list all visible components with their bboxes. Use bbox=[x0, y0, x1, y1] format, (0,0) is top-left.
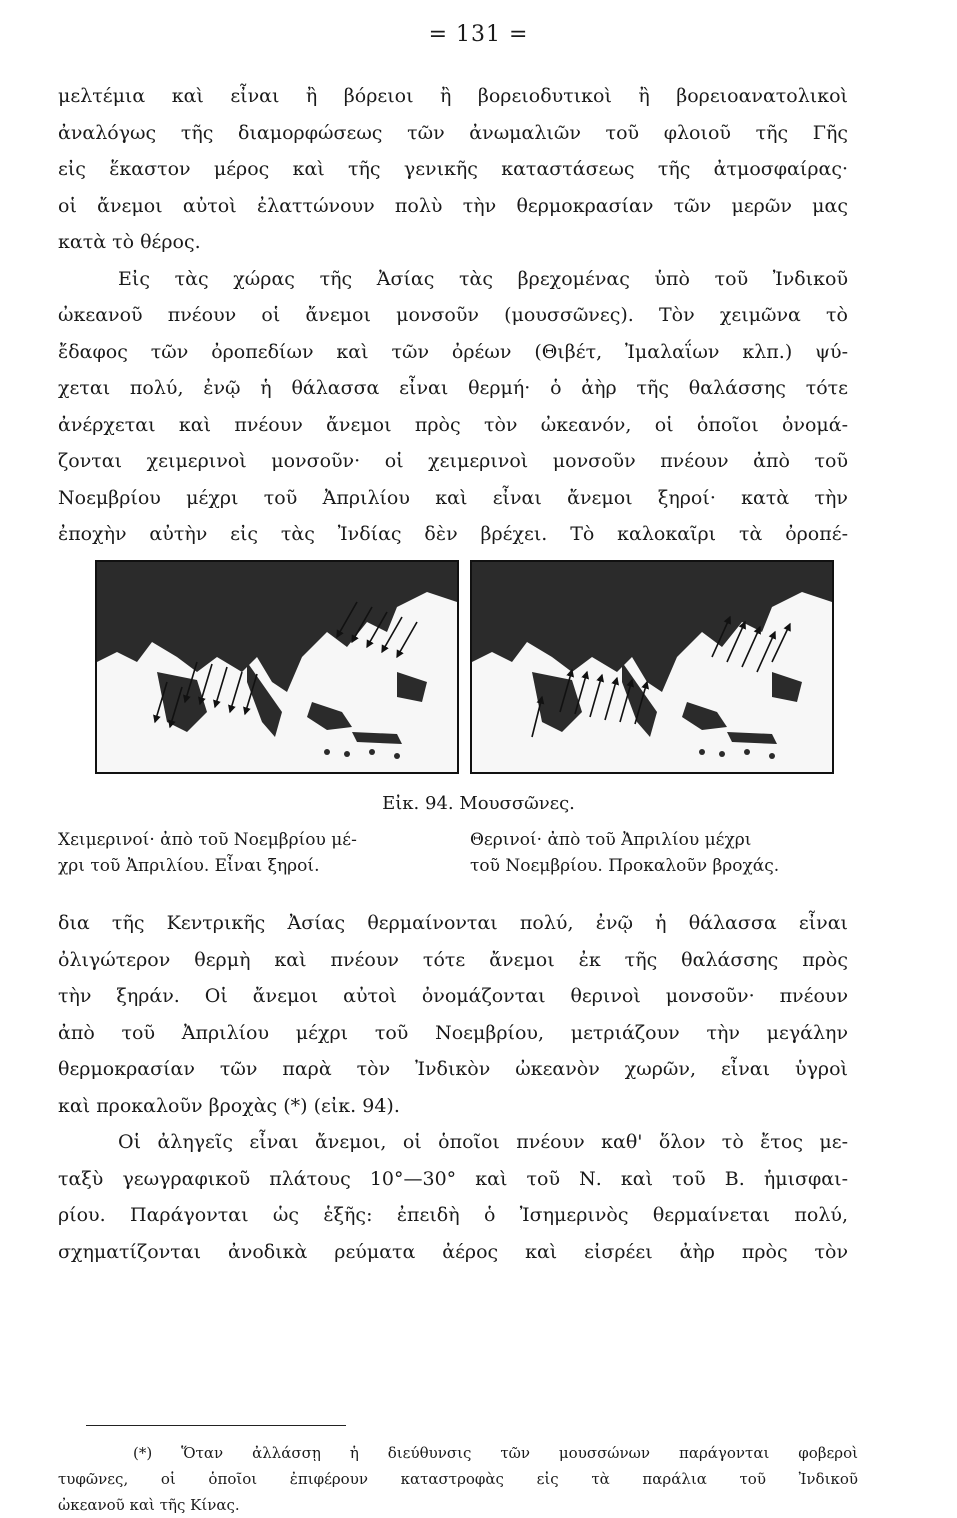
footnote-line: (*) Ὅταν ἀλλάσσῃ ἡ διεύθυνσις τῶν μουσσώνων παράγονται φοβεροὶ bbox=[133, 1444, 858, 1462]
text-line: Εἰς τὰς χώρας τῆς Ἀσίας τὰς βρεχομένας ὑπὸ τοῦ Ἰνδικοῦ bbox=[118, 267, 848, 290]
caption-line: τοῦ Νοεμβρίου. Προκαλοῦν βροχάς. bbox=[470, 856, 780, 876]
text-line: μελτέμια καὶ εἶναι ἢ βόρειοι ἢ βορειοδυτικοὶ ἢ βορειοανατολικοὶ bbox=[58, 85, 848, 107]
text-line: δια τῆς Κεντρικῆς Ἀσίας θερμαίνονται πολύ, ἐνῷ ἡ θάλασσα εἶναι bbox=[58, 912, 848, 934]
text-line: ἀπὸ τοῦ Ἀπριλίου μέχρι τοῦ Νοεμβρίου, μετριάζουν τὴν μεγάλην bbox=[58, 1021, 848, 1044]
caption-line: χρι τοῦ Ἀπριλίου. Εἶναι ξηροί. bbox=[58, 856, 320, 876]
winter-caption bbox=[58, 827, 468, 879]
figure-caption: Εἰκ. 94. Μουσσῶνες. bbox=[382, 793, 575, 814]
text-line: ὠκεανοῦ πνέουν οἱ ἄνεμοι μονσοῦν (μουσσῶνες). Τὸν χειμῶνα τὸ bbox=[58, 304, 848, 326]
text-line: Νοεμβρίου μέχρι τοῦ Ἀπριλίου καὶ εἶναι ἄνεμοι ξηροί· κατὰ τὴν bbox=[58, 486, 848, 509]
caption-line: Χειμερινοί· ἀπὸ τοῦ Νοεμβρίου μέ- bbox=[58, 830, 357, 850]
summer-monsoon-map bbox=[470, 560, 834, 774]
text-line: ὀλιγώτερον θερμὴ καὶ πνέουν τότε ἄνεμοι ἐκ τῆς θαλάσσης πρὸς bbox=[58, 948, 848, 971]
footnote-line: τυφῶνες, οἱ ὁποῖοι ἐπιφέρουν καταστροφὰς εἰς τὰ παράλια τοῦ Ἰνδικοῦ bbox=[58, 1470, 858, 1488]
footnote bbox=[58, 1440, 858, 1518]
text-line: οἱ ἄνεμοι αὐτοὶ ἐλαττώνουν πολὺ τὴν θερμοκρασίαν τῶν μερῶν μας bbox=[58, 194, 848, 217]
text-line: ἀναλόγως τῆς διαμορφώσεως τῶν ἀνωμαλιῶν τοῦ φλοιοῦ τῆς Γῆς bbox=[58, 121, 848, 144]
paragraph-bottom bbox=[58, 905, 848, 1270]
winter-monsoon-map bbox=[95, 560, 459, 774]
page-number: = 131 = bbox=[428, 22, 529, 47]
footnote-divider bbox=[86, 1425, 346, 1426]
text-line: ταξὺ γεωγραφικοῦ πλάτους 10°—30° καὶ τοῦ Ν. καὶ τοῦ Β. ἡμισφαι- bbox=[58, 1167, 848, 1190]
text-line: ρίου. Παράγονται ὡς ἑξῆς: ἐπειδὴ ὁ Ἰσημερινὸς θερμαίνεται πολύ, bbox=[58, 1204, 848, 1226]
text-line: ἔδαφος τῶν ὀροπεδίων καὶ τῶν ὀρέων (Θιβέτ, Ἰμαλαΐων κλπ.) ψύ- bbox=[58, 340, 848, 363]
paragraph-top bbox=[58, 78, 848, 553]
text-line: εἰς ἕκαστον μέρος καὶ τῆς γενικῆς καταστάσεως τῆς ἀτμοσφαίρας· bbox=[58, 158, 848, 180]
text-line: τὴν ξηράν. Οἱ ἄνεμοι αὐτοὶ ὀνομάζονται θερινοὶ μονσοῦν· πνέουν bbox=[58, 985, 848, 1007]
text-line: χεται πολύ, ἐνῷ ἡ θάλασσα εἶναι θερμή· ὁ ἀὴρ τῆς θαλάσσης τότε bbox=[58, 377, 848, 399]
summer-caption bbox=[470, 827, 870, 879]
text-line: καὶ προκαλοῦν βροχὰς (*) (εἰκ. 94). bbox=[58, 1094, 400, 1117]
text-line: θερμοκρασίαν τῶν παρὰ τὸν Ἰνδικὸν ὠκεανὸν χωρῶν, εἶναι ὑγροὶ bbox=[58, 1058, 848, 1080]
caption-line: Θερινοί· ἀπὸ τοῦ Ἀπριλίου μέχρι bbox=[470, 830, 752, 850]
text-line: Οἱ ἀληγεῖς εἶναι ἄνεμοι, οἱ ὁποῖοι πνέουν καθ' ὅλον τὸ ἔτος με- bbox=[118, 1131, 848, 1153]
text-line: σχηματίζονται ἀνοδικὰ ρεύματα ἀέρος καὶ εἰσρέει ἀὴρ πρὸς τὸν bbox=[58, 1240, 848, 1263]
text-line: ἀνέρχεται καὶ πνέουν ἄνεμοι πρὸς τὸν ὠκεανόν, οἱ ὁποῖοι ὀνομά- bbox=[58, 413, 848, 436]
footnote-line: ὠκεανοῦ καὶ τῆς Κίνας. bbox=[58, 1496, 240, 1514]
text-line: ζονται χειμερινοὶ μονσοῦν· οἱ χειμερινοὶ μονσοῦν πνέουν ἀπὸ τοῦ bbox=[58, 450, 848, 472]
text-line: ἐποχὴν αὐτὴν εἰς τὰς Ἰνδίας δὲν βρέχει. Τὸ καλοκαῖρι τὰ ὀροπέ- bbox=[58, 523, 848, 545]
monsoon-figure bbox=[95, 560, 870, 776]
text-line: κατὰ τὸ θέρος. bbox=[58, 231, 201, 253]
